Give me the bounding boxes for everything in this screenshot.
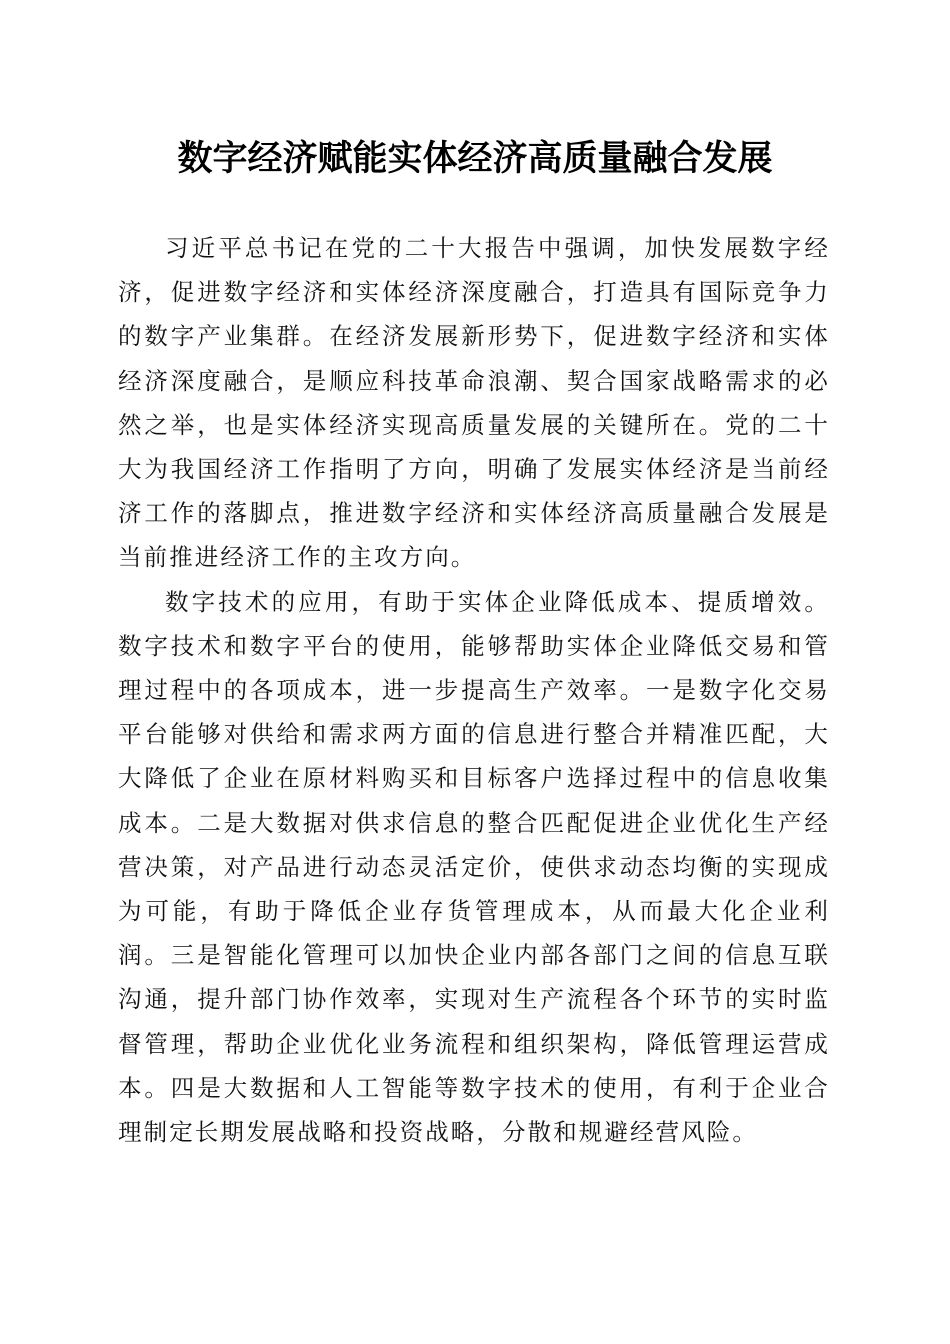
paragraph-1: 习近平总书记在党的二十大报告中强调，加快发展数字经济，促进数字经济和实体经济深度融合，打造具有国际竞争力的数字产业集群。在经济发展新形势下，促进数字经济和实体经济深度融合，是顺应科技革命浪潮、契合国家战略需求的必然之举，也是实体经济实现高质量发展的关键所在。党的二十大为我国经济工作指明了方向，明确了发展实体经济是当前经济工作的落脚点，推进数字经济和实体经济高质量融合发展是当前推进经济工作的主攻方向。 bbox=[118, 234, 830, 572]
document-title: 数字经济赋能实体经济高质量融合发展 bbox=[177, 138, 773, 179]
document-body bbox=[118, 226, 830, 1154]
paragraph-2: 数字技术的应用，有助于实体企业降低成本、提质增效。数字技术和数字平台的使用，能够帮助实体企业降低交易和管理过程中的各项成本，进一步提高生产效率。一是数字化交易平台能够对供给和需求两方面的信息进行整合并精准匹配，大大降低了企业在原材料购买和目标客户选择过程中的信息收集成本。二是大数据对供求信息的整合匹配促进企业优化生产经营决策，对产品进行动态灵活定价，使供求动态均衡的实现成为可能，有助于降低企业存货管理成本，从而最大化企业利润。三是智能化管理可以加快企业内部各部门之间的信息互联沟通，提升部门协作效率，实现对生产流程各个环节的实时监督管理，帮助企业优化业务流程和组织架构，降低管理运营成本。四是大数据和人工智能等数字技术的使用，有利于企业合理制定长期发展战略和投资战略，分散和规避经营风险。 bbox=[118, 587, 830, 1147]
